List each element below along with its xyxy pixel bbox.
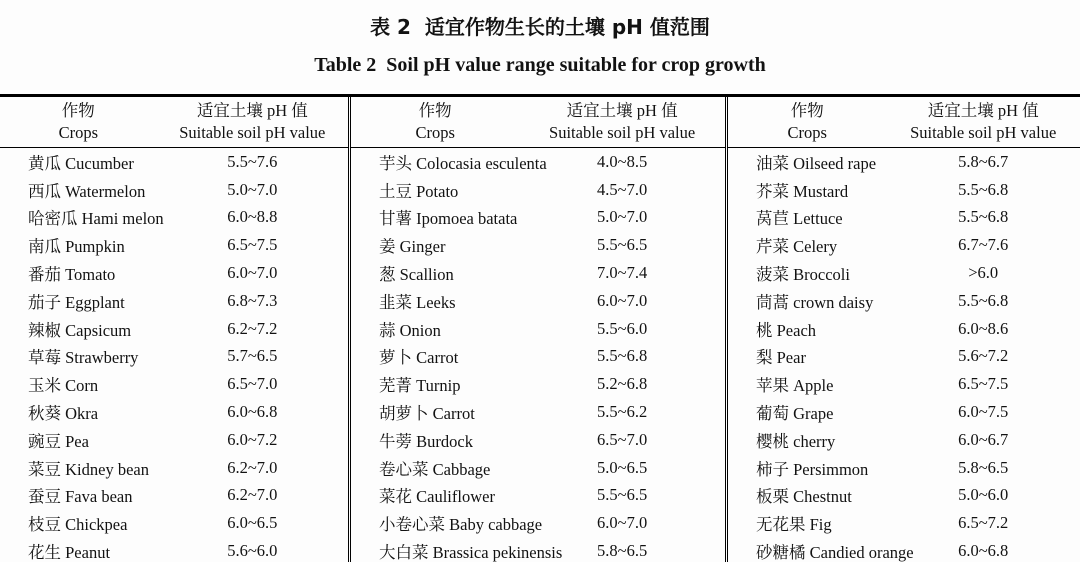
ph-range: 5.0~7.0 [597, 207, 648, 227]
crop-name: 芋头 Colocasia esculenta [379, 153, 547, 173]
ph-header-en: Suitable soil pH value [910, 123, 1057, 142]
crop-name: 甘薯 Ipomoea batata [379, 209, 518, 229]
crop-name: 卷心菜 Cabbage [379, 459, 491, 479]
crop-name: 韭菜 Leeks [379, 292, 456, 312]
table-row [0, 176, 348, 204]
ph-range: 5.6~7.2 [958, 346, 1009, 366]
crop-name: 姜 Ginger [379, 237, 446, 257]
ph-range: 4.0~8.5 [597, 151, 648, 171]
crops-column-header [351, 100, 519, 145]
ph-range: 5.6~6.0 [227, 541, 278, 561]
ph-range: 6.0~7.0 [227, 263, 278, 283]
table-row [351, 315, 725, 343]
table-row [728, 204, 1080, 232]
table-row [351, 370, 725, 398]
group-rows [0, 148, 348, 562]
ph-column-header [886, 100, 1080, 145]
table-row [728, 259, 1080, 287]
crop-name: 胡萝卜 Carrot [379, 404, 475, 424]
ph-range: 6.0~6.5 [227, 513, 278, 533]
ph-header-cn: 适宜土壤 pH 值 [196, 100, 308, 120]
crop-name: 芹菜 Celery [756, 237, 838, 257]
table-row [0, 343, 348, 371]
crop-name: 莴苣 Lettuce [756, 209, 843, 229]
table-row [351, 398, 725, 426]
ph-range: 6.0~7.5 [958, 402, 1009, 422]
ph-range: 6.5~7.5 [958, 374, 1009, 394]
table-row [728, 315, 1080, 343]
ph-range: 5.5~6.8 [958, 207, 1009, 227]
table-row [351, 426, 725, 454]
table-row [0, 426, 348, 454]
crop-name: 土豆 Potato [379, 181, 459, 201]
table-row [351, 204, 725, 232]
crop-name: 桃 Peach [756, 320, 817, 340]
ph-range: 5.0~6.5 [597, 457, 648, 477]
crop-name: 豌豆 Pea [28, 431, 89, 451]
crop-name: 梨 Pear [756, 348, 806, 368]
crop-name: 砂糖橘 Candied orange [756, 543, 914, 562]
crop-name: 苹果 Apple [756, 376, 834, 396]
ph-range: 5.2~6.8 [597, 374, 648, 394]
soil-ph-table [0, 94, 1080, 562]
ph-range: 5.7~6.5 [227, 346, 278, 366]
ph-range: 5.5~6.0 [597, 318, 648, 338]
crops-header-cn: 作物 [418, 100, 452, 120]
ph-range: 6.5~7.0 [597, 429, 648, 449]
crop-name: 牛蒡 Burdock [379, 431, 473, 451]
crop-name: 柿子 Persimmon [756, 459, 869, 479]
ph-range: 6.5~7.2 [958, 513, 1009, 533]
ph-range: 6.2~7.0 [227, 457, 278, 477]
table-row [728, 426, 1080, 454]
crop-name: 小卷心菜 Baby cabbage [379, 515, 543, 535]
crops-header-cn: 作物 [61, 100, 95, 120]
table-row [351, 231, 725, 259]
crop-name: 菜花 Cauliflower [379, 487, 495, 507]
table-row [0, 509, 348, 537]
group-header [0, 97, 348, 148]
ph-range: 5.8~6.5 [958, 457, 1009, 477]
group-header [351, 97, 725, 148]
crop-name: 番茄 Tomato [28, 265, 116, 285]
crop-name: 蒜 Onion [379, 320, 441, 340]
ph-range: 5.5~6.8 [958, 290, 1009, 310]
crop-name: 哈密瓜 Hami melon [28, 209, 164, 229]
ph-range: 5.5~7.6 [227, 151, 278, 171]
crop-name: 枝豆 Chickpea [28, 515, 128, 535]
crop-name: 芜菁 Turnip [379, 376, 461, 396]
crops-header-en: Crops [58, 123, 98, 142]
ph-column-header [519, 100, 725, 145]
crop-name: 南瓜 Pumpkin [28, 237, 125, 257]
table-group-2 [348, 97, 725, 562]
table-row [728, 482, 1080, 510]
ph-range: 5.8~6.7 [958, 151, 1009, 171]
ph-range: 6.0~7.0 [597, 513, 648, 533]
table-title-english: Table 2 Soil pH value range suitable for crop growth [314, 54, 766, 76]
ph-range: 5.5~6.5 [597, 235, 648, 255]
crop-name: 板栗 Chestnut [756, 487, 852, 507]
table-group-1 [0, 97, 348, 562]
crop-name: 油菜 Oilseed rape [756, 153, 877, 173]
crop-name: 黄瓜 Cucumber [28, 153, 134, 173]
table-row [0, 370, 348, 398]
table-row [0, 231, 348, 259]
group-header [728, 97, 1080, 148]
ph-range: 6.0~8.6 [958, 318, 1009, 338]
crop-name: 茼蒿 crown daisy [756, 292, 874, 312]
table-row [0, 315, 348, 343]
crops-header-en: Crops [787, 123, 827, 142]
ph-range: 6.0~7.2 [227, 429, 278, 449]
ph-range: 5.5~6.8 [597, 346, 648, 366]
table-row [351, 509, 725, 537]
table-row [0, 537, 348, 562]
table-row [0, 287, 348, 315]
table-row [351, 287, 725, 315]
table-row [728, 287, 1080, 315]
ph-range: 5.0~6.0 [958, 485, 1009, 505]
ph-range: 6.7~7.6 [958, 235, 1009, 255]
crop-name: 芥菜 Mustard [756, 181, 849, 201]
table-row [728, 176, 1080, 204]
table-row [351, 537, 725, 562]
crop-name: 大白菜 Brassica pekinensis [379, 543, 563, 562]
table-row [0, 482, 348, 510]
table-row [728, 343, 1080, 371]
crop-name: 菠菜 Broccoli [756, 265, 850, 285]
ph-header-cn: 适宜土壤 pH 值 [566, 100, 678, 120]
ph-range: 6.5~7.0 [227, 374, 278, 394]
ph-range: 6.0~7.0 [597, 290, 648, 310]
ph-range: 5.0~7.0 [227, 179, 278, 199]
table-row [728, 398, 1080, 426]
table-row [0, 454, 348, 482]
table-group-3 [725, 97, 1080, 562]
table-row [351, 176, 725, 204]
crop-name: 萝卜 Carrot [379, 348, 459, 368]
group-rows [728, 148, 1080, 562]
ph-range: 5.5~6.2 [597, 402, 648, 422]
crop-name: 蚕豆 Fava bean [28, 487, 133, 507]
ph-range: 5.8~6.5 [597, 541, 648, 561]
crop-name: 西瓜 Watermelon [28, 181, 146, 201]
crops-header-cn: 作物 [790, 100, 824, 120]
crop-name: 无花果 Fig [756, 515, 832, 535]
crop-name: 樱桃 cherry [756, 431, 836, 451]
table-title-chinese: 表 2 适宜作物生长的土壤 pH 值范围 [370, 15, 710, 39]
crops-header-en: Crops [415, 123, 455, 142]
crops-column-header [728, 100, 886, 145]
crop-name: 菜豆 Kidney bean [28, 459, 149, 479]
ph-range: 6.2~7.2 [227, 318, 278, 338]
crop-name: 葱 Scallion [379, 265, 454, 285]
table-row [728, 148, 1080, 176]
crop-name: 秋葵 Okra [28, 404, 99, 424]
table-row [351, 343, 725, 371]
table-row [0, 204, 348, 232]
ph-range: 5.5~6.8 [958, 179, 1009, 199]
group-rows [351, 148, 725, 562]
table-row [351, 454, 725, 482]
table-row [0, 148, 348, 176]
table-row [351, 259, 725, 287]
crops-column-header [0, 100, 157, 145]
table-row [0, 259, 348, 287]
ph-range: 5.5~6.5 [597, 485, 648, 505]
table-row [0, 398, 348, 426]
crop-name: 玉米 Corn [28, 376, 99, 396]
crop-name: 辣椒 Capsicum [28, 320, 132, 340]
ph-header-cn: 适宜土壤 pH 值 [927, 100, 1039, 120]
crop-name: 花生 Peanut [28, 543, 111, 562]
table-row [351, 482, 725, 510]
ph-range: 4.5~7.0 [597, 179, 648, 199]
table-row [728, 231, 1080, 259]
ph-range: 6.0~6.8 [958, 541, 1009, 561]
ph-range: >6.0 [968, 263, 999, 283]
ph-range: 6.0~6.8 [227, 402, 278, 422]
ph-header-en: Suitable soil pH value [179, 123, 326, 142]
crop-name: 草莓 Strawberry [28, 348, 139, 368]
ph-range: 6.8~7.3 [227, 290, 278, 310]
table-row [728, 370, 1080, 398]
ph-range: 7.0~7.4 [597, 263, 648, 283]
table-row [728, 454, 1080, 482]
table-row [728, 509, 1080, 537]
table-row [728, 537, 1080, 562]
ph-range: 6.2~7.0 [227, 485, 278, 505]
ph-range: 6.5~7.5 [227, 235, 278, 255]
ph-column-header [157, 100, 348, 145]
ph-range: 6.0~8.8 [227, 207, 278, 227]
crop-name: 茄子 Eggplant [28, 292, 125, 312]
crop-name: 葡萄 Grape [756, 404, 834, 424]
ph-header-en: Suitable soil pH value [549, 123, 696, 142]
ph-range: 6.0~6.7 [958, 429, 1009, 449]
table-row [351, 148, 725, 176]
